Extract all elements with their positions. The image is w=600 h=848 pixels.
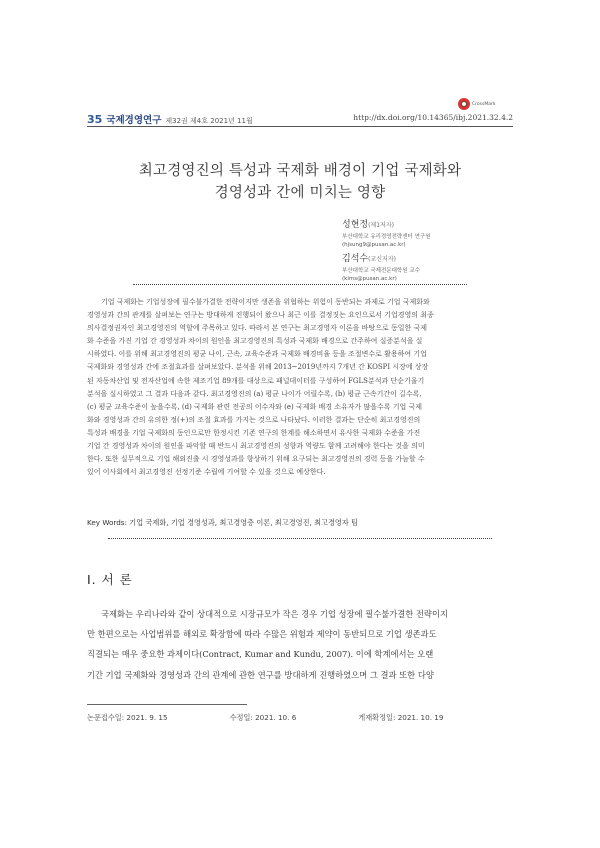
abstract-line: 화 수준을 가진 기업 간 경영성과 차이의 원인을 최고경영진의 특성과 국제화 배경으로 간주하여 실증분석을 실 <box>87 337 423 346</box>
abstract-line: 시하였다. 이를 위해 최고경영진의 평균 나이, 근속, 교육수준과 국제화 배경비율 등을 조절변수로 활용하여 기업 <box>87 350 427 359</box>
body-line: 기간 기업 국제화와 경영성과 간의 관계에 관한 연구를 방대하게 진행하였으며 그 결과 또한 다양 <box>87 669 434 680</box>
body-line: 국제화는 우리나라와 같이 상대적으로 시장규모가 작은 경우 기업 성장에 필수불가결한 전략이지 <box>101 609 448 619</box>
abstract <box>87 296 513 479</box>
section-heading: Ⅰ. 서 론 <box>87 572 133 587</box>
body-line: 만 한편으로는 사업범위를 해외로 확장함에 따라 수많은 위험과 제약이 동반되므로 기업 생존과도 <box>87 629 437 640</box>
journal-name: 국제경영연구 <box>106 115 162 126</box>
author-role: (제1저자) <box>368 222 394 229</box>
keywords <box>87 518 358 528</box>
author-email[interactable]: (hjsung9@pusan.ac.kr) <box>342 242 406 248</box>
dotted-divider-top <box>133 284 467 285</box>
keywords-label: Key Words: <box>87 518 127 527</box>
author-role: (교신저자) <box>368 256 396 263</box>
author-affiliation: 부산대학교 국제전문대학원 교수 <box>342 268 420 274</box>
body-line: 직결되는 매우 중요한 과제이다(Contract, Kumar and Kundu, 2007). 이에 학계에서는 오랜 <box>87 649 434 660</box>
author-email[interactable]: (kims@pusan.ac.kr) <box>342 276 397 282</box>
author-name: 성현정 <box>342 220 369 230</box>
abstract-line: 기업 간 경영성과 차이의 원인을 파악할 때 반드시 최고경영진의 성향과 역량도 함께 고려해야 한다는 것을 의미 <box>87 442 425 451</box>
abstract-line: 특성과 배경을 기업 국제화의 동인으로만 한정시킨 기존 연구의 한계를 해소하면서 유사한 국제화 수준을 가진 <box>87 428 421 437</box>
abstract-line: 의사결정권자인 최고경영진의 역할에 주목하고 있다. 따라서 본 연구는 최고경영자 이론을 바탕으로 동일한 국제 <box>87 324 427 333</box>
abstract-line: 한다. 또한 실무적으로 기업 해외진출 시 경영성과를 향상하기 위해 요구되는 최고경영진의 경력 등을 가늠할 수 <box>87 455 425 464</box>
abstract-line: 된 자동차산업 및 전자산업에 속한 제조기업 89개를 대상으로 패널데이터를 구성하여 FGLS분석과 단순기울기 <box>87 376 425 385</box>
crossmark-icon <box>458 98 470 110</box>
submission-dates <box>87 713 513 723</box>
abstract-line: 국제화와 경영성과 간에 조절효과를 살펴보았다. 분석을 위해 2013~2019년까지 7개년 간 KOSPI 시장에 상장 <box>87 363 429 372</box>
header-divider <box>87 126 513 127</box>
journal-issue: 제32권 제4호 2021년 11월 <box>165 117 253 125</box>
crossmark-label: CrossMark <box>472 101 496 107</box>
page-number: 35 <box>87 113 103 126</box>
author-affiliation: 부산대학교 유리경영전략센터 연구원 <box>342 234 431 240</box>
crossmark-badge[interactable] <box>458 98 495 110</box>
keywords-text: 기업 국제화, 기업 경영성과, 최고경영층 이론, 최고경영진, 최고경영자 팀 <box>129 518 359 527</box>
abstract-line: (c) 평균 교육수준이 높을수록, (d) 국제화 관련 전공의 이수자와 (e) 국제화 배경 소유자가 많을수록 기업 국제 <box>87 402 423 411</box>
abstract-line: 경영성과 간의 관계를 살펴보는 연구는 방대하게 진행되어 왔으나 최근 이를 결정짓는 요인으로서 기업경영의 최종 <box>87 311 434 320</box>
abstract-line: 화와 경영성과 간의 유의한 정(+)의 조절 효과를 가지는 것으로 나타났다. 이러한 결과는 단순히 최고경영진의 <box>87 415 421 424</box>
paper-title <box>100 160 500 204</box>
running-header <box>87 112 513 132</box>
revised-date: 수정일: 2021. 10. 6 <box>229 713 297 722</box>
abstract-line: 있어 이사회에서 최고경영진 선정기준 수립에 기여할 수 있을 것으로 예상한다. <box>87 468 326 477</box>
abstract-line: 기업 국제화는 기업성장에 필수불가결한 전략이지만 생존을 위협하는 위험이 동반되는 과제로 기업 국제화와 <box>101 298 430 306</box>
title-line-2: 경영성과 간에 미치는 영향 <box>214 185 386 201</box>
footnote-divider <box>87 704 247 705</box>
received-date: 논문접수일: 2021. 9. 15 <box>87 713 168 722</box>
abstract-line: 분석을 실시하였고 그 결과 다음과 같다. 최고경영진의 (a) 평균 나이가 어릴수록, (b) 평균 근속기간이 길수록, <box>87 389 422 398</box>
author-corresponding <box>342 246 420 283</box>
author-first <box>342 212 431 249</box>
doi-link[interactable]: http://dx.doi.org/10.14365/ibj.2021.32.4.2 <box>353 113 513 122</box>
title-line-1: 최고경영진의 특성과 국제화 배경이 기업 국제화와 <box>138 163 462 179</box>
author-name: 김석수 <box>342 254 369 264</box>
dotted-divider-bottom <box>108 538 492 539</box>
accepted-date: 게재확정일: 2021. 10. 19 <box>358 713 444 722</box>
body-paragraph <box>87 604 513 685</box>
